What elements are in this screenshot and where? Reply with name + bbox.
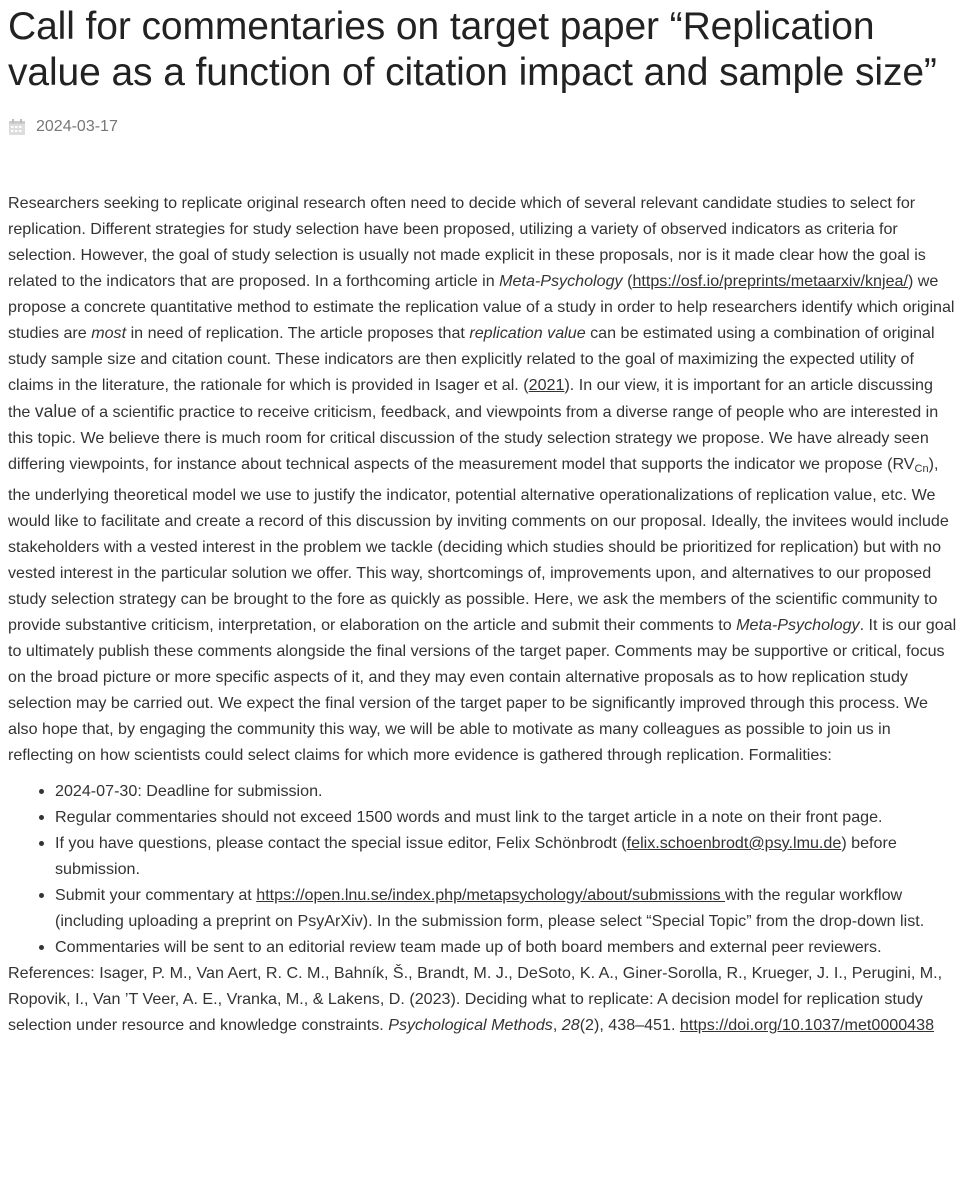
list-item [55, 882, 959, 934]
value-word: value [34, 401, 77, 421]
journal-name: Meta-Psychology [499, 272, 623, 290]
main-paragraph [8, 190, 959, 768]
paragraph-text: ) we propose a concrete quantitative method to estimate the replication value of a study in order to help researchers identify which original studies are [8, 272, 955, 342]
reference-volume: 28 [561, 1016, 580, 1034]
paragraph-text: can be estimated using a combination of original study sample size and citation count. These indicators are then explicitly related to the goal of maximizing the expected utility of claims in the literature, the rationale for which is provided in Isager et al. ( [8, 324, 935, 394]
replication-value-term: replication value [469, 324, 586, 342]
list-item [55, 804, 959, 830]
calendar-icon [8, 118, 26, 136]
emphasis-most: most [91, 324, 127, 342]
list-item-text: with the regular workflow (including uploading a preprint on PsyArXiv). In the submission form, please select “Special Topic” from the drop-down list. [55, 886, 925, 930]
page-title: Call for commentaries on target paper “Replication value as a function of citation impact and sample size” [8, 5, 937, 94]
list-item [55, 934, 959, 960]
article-body [8, 190, 959, 1038]
list-item-text: Commentaries will be sent to an editorial review team made up of both board members and external peer reviewers. [55, 938, 882, 956]
submissions-link[interactable]: https://open.lnu.se/index.php/metapsychology/about/submissions [256, 886, 726, 904]
date-row [8, 117, 959, 137]
journal-name: Meta-Psychology [736, 616, 860, 634]
list-item-text: If you have questions, please contact the special issue editor, Felix Schönbrodt ( [55, 834, 627, 852]
list-item-text: ) before submission. [55, 834, 897, 878]
references [8, 960, 959, 1038]
preprint-link[interactable]: https://osf.io/preprints/metaarxiv/knjea/ [632, 272, 908, 290]
paragraph-text: in need of replication. The article proposes that [126, 324, 470, 342]
reference-text: References: Isager, P. M., Van Aert, R. C. M., Bahník, Š., Brandt, M. J., DeSoto, K. A., Giner-Sorolla, R., Krueger, J. I., Perugini, M., Ropovik, I., Van ’T Veer, A. E., Vranka, M., & Lakens, D. (2023). Deciding what to replicate: A decision model for replication study selection under resource and knowledge constraints. [8, 964, 943, 1034]
reference-text: , [552, 1016, 562, 1034]
list-item-text: Submit your commentary at [55, 886, 257, 904]
list-item-text: 2024-07-30: Deadline for submission. [55, 782, 323, 800]
paragraph-text: ), the underlying theoretical model we use to justify the indicator, potential alternative operationalizations of replication value, etc. We would like to facilitate and create a record of this discussion by inviting comments on our proposal. Ideally, the invitees would include stakeholders with a vested interest in the problem we tackle (deciding which studies should be prioritized for replication) but with no vested interest in the particular solution we offer. This way, shortcomings of, improvements upon, and alternatives to our proposed study selection strategy can be brought to the fore as quickly as possible. Here, we ask the members of the scientific community to provide substantive criticism, interpretation, or elaboration on the article and submit their comments to [8, 455, 949, 634]
paragraph-text: . It is our goal to ultimately publish these comments alongside the final versions of the target paper. Comments may be supportive or critical, focus on the broad picture or more specific aspects of it, and they may even contain alternative proposals as to how replication study selection may be carried out. We expect the final version of the target paper to be significantly improved through this process. We also hope that, by engaging the community this way, we will be able to motivate as many colleagues as possible to join us in reflecting on how scientists could select claims for which more evidence is gathered through replication. Formalities: [8, 616, 957, 764]
doi-link[interactable]: https://doi.org/10.1037/met0000438 [679, 1016, 935, 1034]
editor-email-link[interactable]: felix.schoenbrodt@psy.lmu.de [626, 834, 842, 852]
publish-date: 2024-03-17 [36, 118, 118, 135]
reference-journal: Psychological Methods [388, 1016, 553, 1034]
paragraph-text: of a scientific practice to receive criticism, feedback, and viewpoints from a diverse range of people who are interested in this topic. We believe there is much room for critical discussion of the study selection strategy we propose. We have already seen differing viewpoints, for instance about technical aspects of the measurement model that supports the indicator we propose (RV [8, 403, 939, 473]
paragraph-text: ). In our view, it is important for an article discussing the [8, 376, 933, 421]
list-item [55, 830, 959, 882]
paragraph-text: Researchers seeking to replicate original research often need to decide which of several relevant candidate studies to select for replication. Different strategies for study selection have been proposed, utilizing a variety of observed indicators as criteria for selection. However, the goal of study selection is usually not made explicit in these proposals, nor is it made clear how the goal is related to the indicators that are proposed. In a forthcoming article in [8, 194, 926, 290]
list-item-text: Regular commentaries should not exceed 1500 words and must link to the target article in a note on their front page. [55, 808, 883, 826]
rv-subscript: Cn [914, 463, 929, 475]
year-2021-link[interactable]: 2021 [528, 376, 565, 394]
formalities-list [8, 778, 959, 960]
reference-text: (2), 438–451. [579, 1016, 680, 1034]
list-item [55, 778, 959, 804]
paragraph-text: ( [622, 272, 633, 290]
